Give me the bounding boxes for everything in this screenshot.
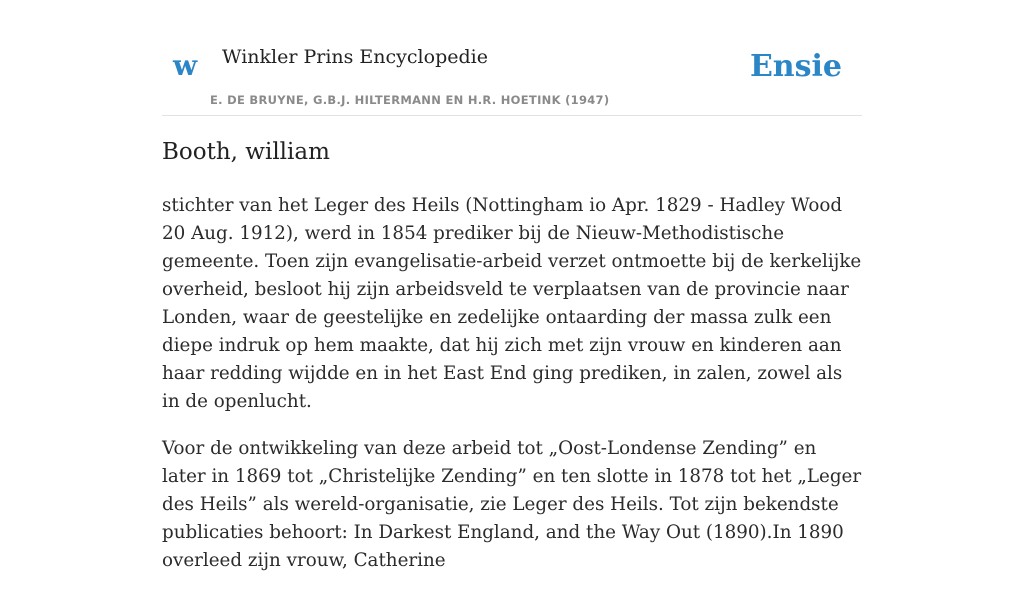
article-body — [162, 192, 862, 594]
publication-authors: E. DE BRUYNE, G.B.J. HILTERMANN EN H.R. HOETINK (1947) — [210, 93, 610, 107]
article-paragraph: stichter van het Leger des Heils (Nottingham io Apr. 1829 - Hadley Wood 20 Aug. 1912), werd in 1854 prediker bij de Nieuw-Methodistische gemeente. Toen zijn evangelisatie-arbeid verzet ontmoette bij de kerkelijke overheid, besloot hij zijn arbeidsveld te verplaatsen van de provincie naar Londen, waar de geestelijke en zedelijke ontaarding der massa zulk een diepe indruk op hem maakte, dat hij zich met zijn vrouw en kinderen aan haar redding wijdde en in het East End ging prediken, in zalen, zowel als in de openlucht. — [162, 195, 862, 412]
article-paragraph: Voor de ontwikkeling van deze arbeid tot „Oost-Londense Zending” en later in 1869 tot „Christelijke Zending” en ten slotte in 1878 tot het „Leger des Heils” als wereld-organisatie, zie Leger des Heils. Tot zijn bekendste publicaties behoort: In Darkest England, and the Way Out (1890).In 1890 overleed zijn vrouw, Catherine — [162, 438, 862, 571]
publication-title[interactable]: Winkler Prins Encyclopedie — [222, 46, 488, 68]
site-header — [162, 40, 862, 116]
winkler-prins-logo-icon[interactable]: w — [173, 49, 198, 82]
ensie-brand-link[interactable]: Ensie — [749, 49, 842, 84]
article-title: Booth, william — [162, 139, 330, 165]
